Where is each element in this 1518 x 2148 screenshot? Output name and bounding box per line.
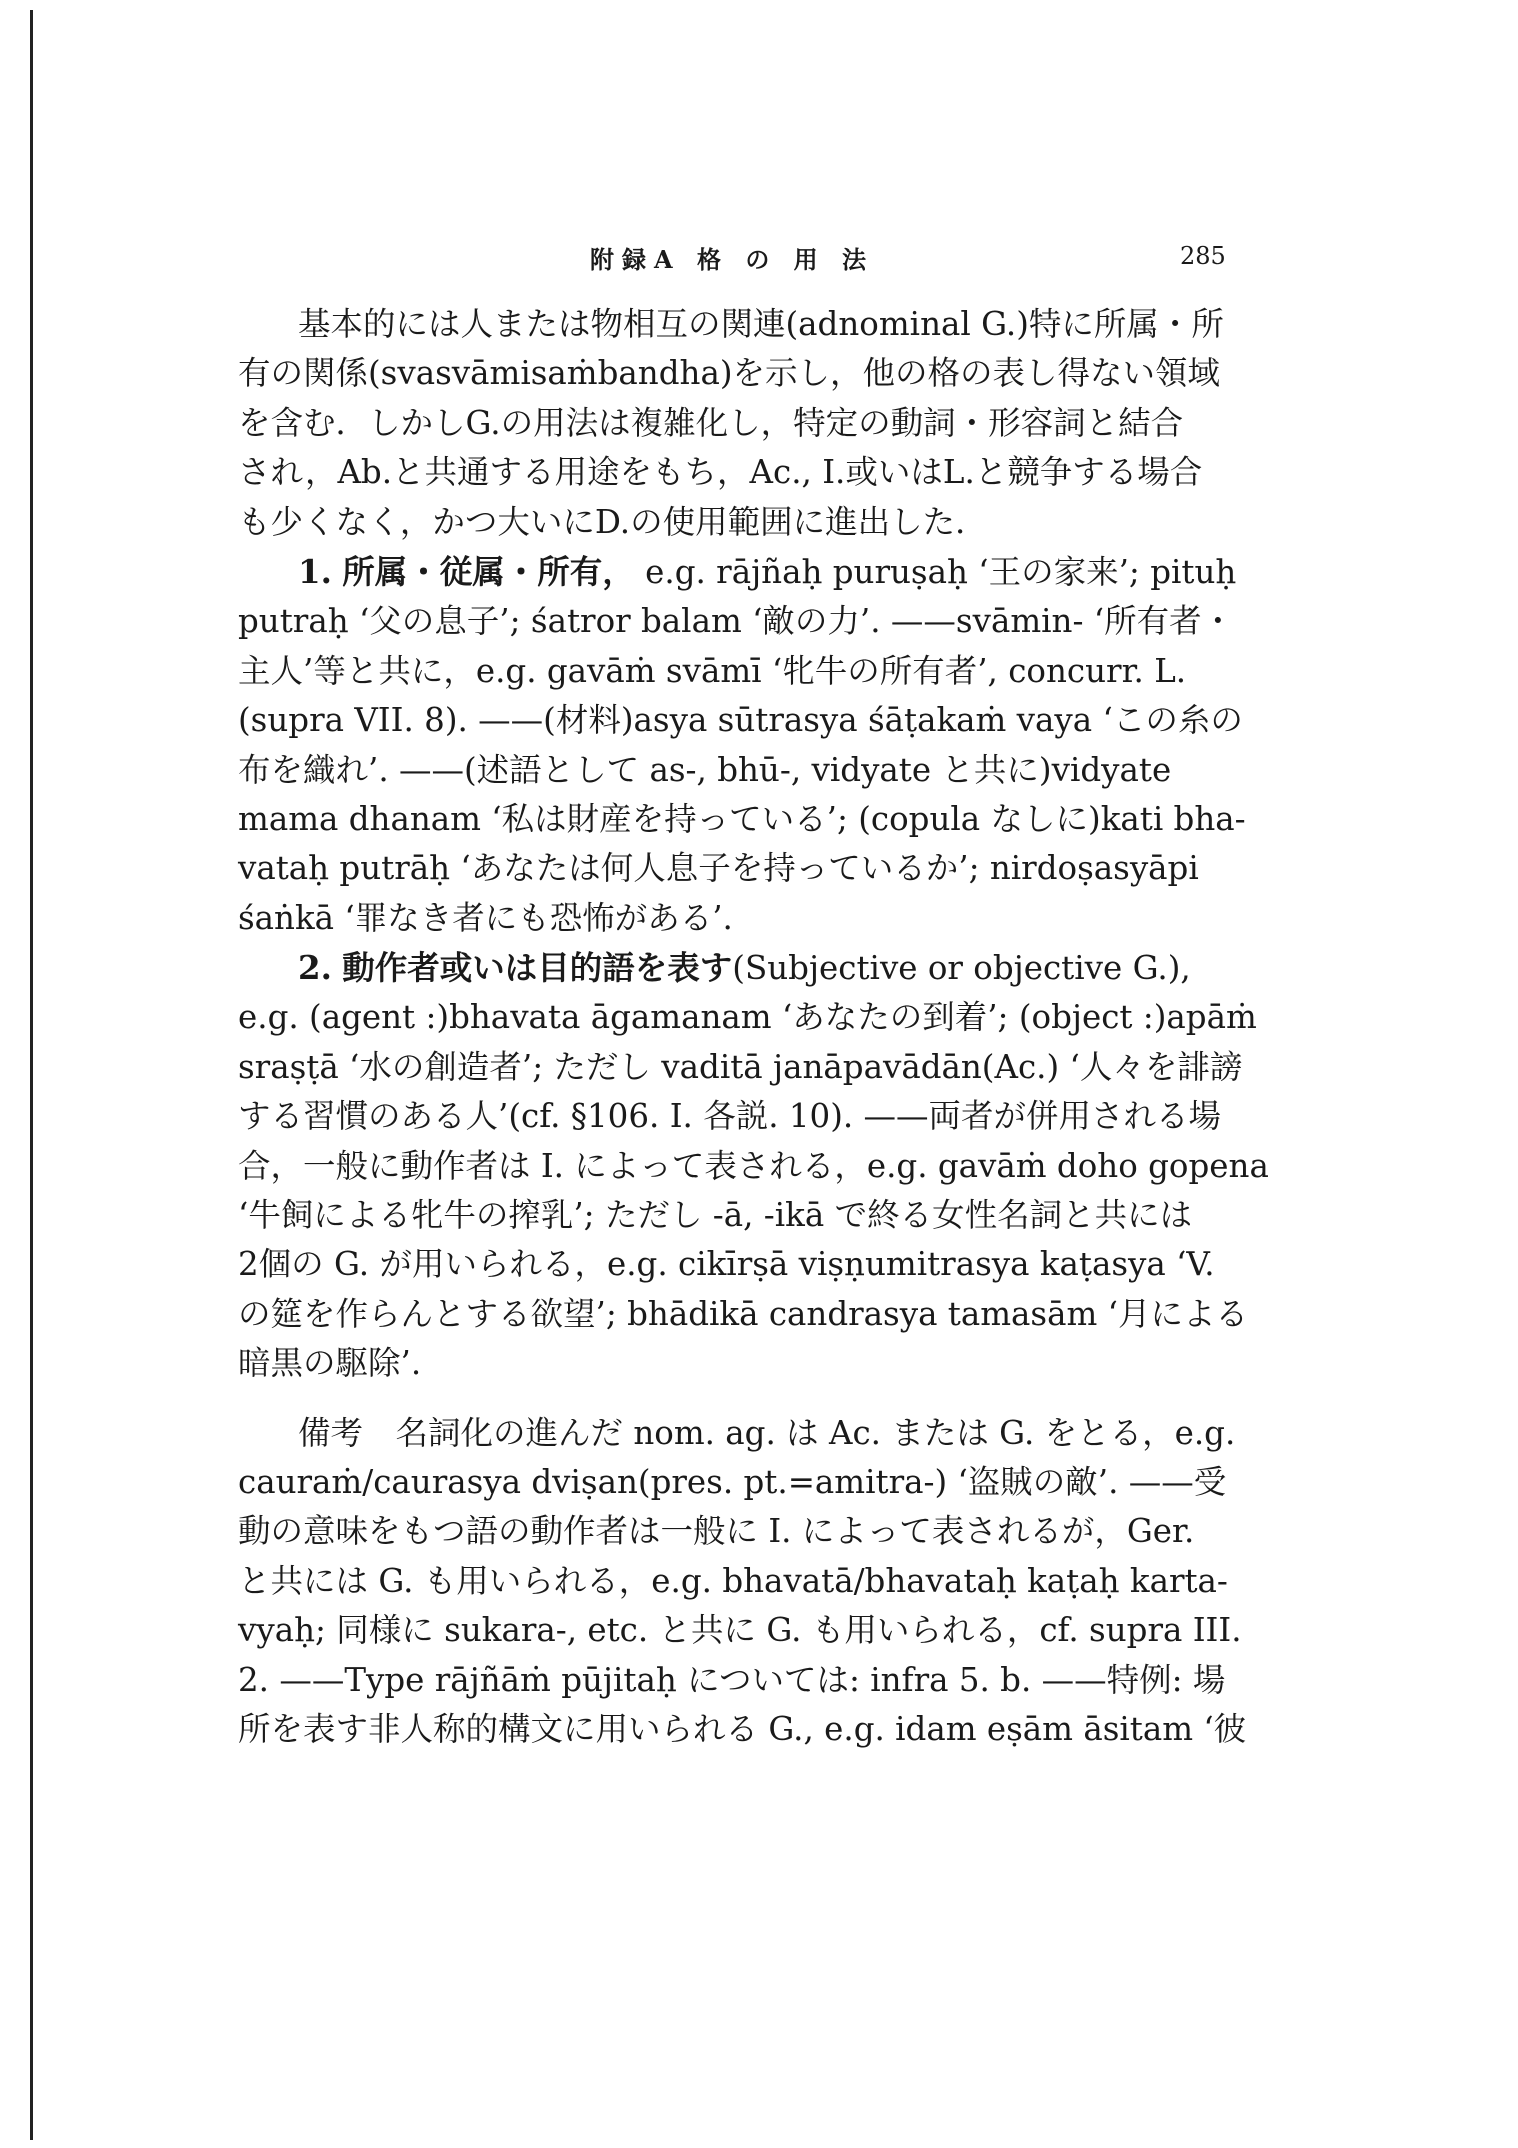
text-line: 布を織れ’. ——(述語として as-, bhū-, vidyate と共に)vidyate bbox=[238, 750, 1172, 789]
text-line: 暗黒の駆除’. bbox=[238, 1344, 422, 1383]
text-line: する習慣のある人’(cf. §106. I. 各説. 10). ——両者が併用される場 bbox=[238, 1097, 1222, 1136]
text-line: cauraṁ/caurasya dviṣan(pres. pt.=amitra-) ‘盗賊の敵’. ——受 bbox=[238, 1462, 1227, 1501]
page-body bbox=[238, 300, 1269, 1754]
left-margin-rule bbox=[30, 10, 33, 2140]
text-line: 動の意味をもつ語の動作者は一般に I. によって表されるが，Ger. bbox=[238, 1512, 1195, 1551]
section-2-number: 2. bbox=[298, 948, 332, 988]
running-title: 附録A 格 の 用 法 bbox=[590, 245, 875, 274]
text-line: sraṣṭā ‘水の創造者’; ただし vaditā janāpavādān(Ac.) ‘人々を誹謗 bbox=[238, 1047, 1243, 1086]
text-line: 2. ——Type rājñāṁ pūjitaḥ については: infra 5. b. ——特例: 場 bbox=[238, 1660, 1226, 1699]
section-1 bbox=[238, 547, 1246, 943]
text-line: され，Ab.と共通する用途をもち，Ac., I.或いはL.と競争する場合 bbox=[238, 453, 1203, 492]
text-line: を含む．しかしG.の用法は複雑化し，特定の動詞・形容詞と結合 bbox=[238, 403, 1184, 442]
section-1-heading: 所属・従属・所有， bbox=[342, 552, 635, 591]
text-line: vataḥ putrāḥ ‘あなたは何人息子を持っているか’; nirdoṣasyāpi bbox=[238, 849, 1199, 888]
section-1-number: 1. bbox=[298, 551, 332, 591]
text-line: の筵を作らんとする欲望’; bhādikā candrasya tamasām ‘月による bbox=[238, 1294, 1248, 1333]
section-2-first-line bbox=[238, 943, 1228, 993]
text-line: 2個の G. が用いられる，e.g. cikīrṣā viṣṇumitrasya kaṭasya ‘V. bbox=[238, 1245, 1215, 1284]
running-header bbox=[0, 240, 1518, 280]
text-line: putraḥ ‘父の息子’; śatror balam ‘敵の力’. ——svāmin- ‘所有者・ bbox=[238, 602, 1235, 641]
section-1-first-line bbox=[238, 547, 1237, 597]
page-number: 285 bbox=[1180, 242, 1226, 270]
text-line: śaṅkā ‘罪なき者にも恐怖がある’. bbox=[238, 898, 733, 937]
text-line: 有の関係(svasvāmisaṁbandha)を示し，他の格の表し得ない領域 bbox=[238, 354, 1220, 393]
text-line: 基本的には人または物相互の関連(adnominal G.)特に所属・所 bbox=[298, 305, 1224, 343]
intro-paragraph bbox=[238, 300, 1228, 547]
text-line: 主人’等と共に，e.g. gavāṁ svāmī ‘牝牛の所有者’, concurr. L. bbox=[238, 651, 1187, 690]
text-line: 所を表す非人称的構文に用いられる G., e.g. idam eṣām āsitam ‘彼 bbox=[238, 1709, 1247, 1748]
text-line: も少くなく，かつ大いにD.の使用範囲に進出した． bbox=[238, 502, 988, 541]
text-line: mama dhanam ‘私は財産を持っている’; (copula なしに)kati bha- bbox=[238, 799, 1246, 838]
section-2-heading: 動作者或いは目的語を表す bbox=[342, 949, 733, 988]
text-line: ‘牛飼による牝牛の搾乳’; ただし -ā, -ikā で終る女性名詞と共には bbox=[238, 1196, 1193, 1235]
text-line: (supra VII. 8). ——(材料)asya sūtrasya śāṭakaṁ vaya ‘この糸の bbox=[238, 701, 1243, 740]
section-2 bbox=[238, 943, 1269, 1389]
text-line: と共には G. も用いられる，e.g. bhavatā/bhavataḥ kaṭaḥ karta- bbox=[238, 1561, 1228, 1600]
remark-paragraph bbox=[238, 1409, 1247, 1755]
text-line: vyaḥ; 同様に sukara-, etc. と共に G. も用いられる，cf. supra III. bbox=[238, 1611, 1242, 1650]
text-run: e.g. rājñaḥ puruṣaḥ ‘王の家来’; pituḥ bbox=[645, 552, 1237, 591]
text-line: 合，一般に動作者は I. によって表される，e.g. gavāṁ doho gopena bbox=[238, 1146, 1269, 1185]
text-line: 備考 名詞化の進んだ nom. ag. は Ac. または G. をとる，e.g. bbox=[298, 1413, 1236, 1452]
text-run: (Subjective or objective G.), bbox=[732, 949, 1191, 988]
text-line: e.g. (agent :)bhavata āgamanam ‘あなたの到着’; (object :)apāṁ bbox=[238, 998, 1257, 1037]
